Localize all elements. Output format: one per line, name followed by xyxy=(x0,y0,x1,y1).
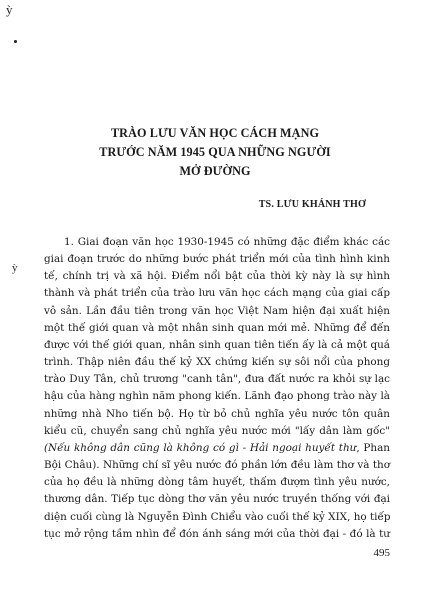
body-line: hậu của hàng nghìn năm phong kiến. Lãnh đạo phong trào này là xyxy=(44,390,390,403)
chapter-title-line-2: TRƯỚC NĂM 1945 QUA NHỮNG NGƯỜI xyxy=(99,145,331,159)
body-line-citation xyxy=(44,440,390,457)
body-line: tục mở rộng tầm nhìn để đón ánh sáng mới của thời đại - đó là tư xyxy=(44,527,390,540)
author-name: TS. LƯU KHÁNH THƠ xyxy=(258,199,366,210)
body-line: giai đoạn trước do những bước phát triển mới của tình hình kinh xyxy=(44,253,390,266)
body-line: thương dân. Tiếp tục dòng thơ văn yêu nước truyền thống với đại xyxy=(44,493,390,506)
body-line: vô sản. Lần đầu tiên trong văn học Việt Nam hiện đại xuất hiện xyxy=(44,304,390,317)
body-paragraph xyxy=(44,234,390,543)
citation-tail: , Phan xyxy=(356,441,390,454)
chapter-title-line-1: TRÀO LƯU VĂN HỌC CÁCH MẠNG xyxy=(110,126,320,140)
body-line: những nhà Nho tiến bộ. Họ từ bỏ chủ nghĩa yêu nước tôn quân xyxy=(44,407,390,420)
page-number: 495 xyxy=(373,547,390,559)
body-line: tế, chính trị và xã hội. Điểm nổi bật của thời kỳ này là sự hình xyxy=(44,270,390,283)
body-line: được với thế giới quan, nhân sinh quan tiên tiến ấy là cả một quá xyxy=(44,338,390,351)
body-line: thành và phát triển của trào lưu văn học cách mạng của giai cấp xyxy=(44,287,390,300)
body-line: của họ đều là những dòng tâm huyết, thấm đượm tình yêu nước, xyxy=(44,476,390,489)
body-line: diện cuối cùng là Nguyễn Đình Chiểu vào cuối thế kỷ XIX, họ tiếp xyxy=(44,510,391,523)
body-line: trình. Thập niên đầu thế kỷ XX chứng kiến sự sôi nổi của phong xyxy=(44,356,390,369)
scan-artifact-left-margin: ỳ xyxy=(12,262,18,274)
body-line: một thế giới quan và một nhân sinh quan mới mẻ. Những để đến xyxy=(44,321,390,334)
body-line: kiểu cũ, chuyển sang chủ nghĩa yêu nước mới "lấy dân làm gốc" xyxy=(44,424,390,437)
chapter-title xyxy=(60,124,370,181)
chapter-title-line-3: MỞ ĐƯỜNG xyxy=(179,164,251,178)
body-line: Bội Châu). Những chí sĩ yêu nước đó phần lớn đều làm thơ và thơ xyxy=(44,459,390,472)
body-line: 1. Giai đoạn văn học 1930-1945 có những đặc điểm khác các xyxy=(64,236,390,248)
scan-speck-dot xyxy=(14,40,17,43)
body-line: trào Duy Tân, chủ trương "canh tân", đưa đất nước ra khỏi sự lạc xyxy=(44,373,390,386)
scan-artifact-top-left: ỳ xyxy=(6,2,13,17)
citation-italic: (Nếu không dân cũng là không có gì - Hải ngoại huyết thư xyxy=(44,441,357,454)
